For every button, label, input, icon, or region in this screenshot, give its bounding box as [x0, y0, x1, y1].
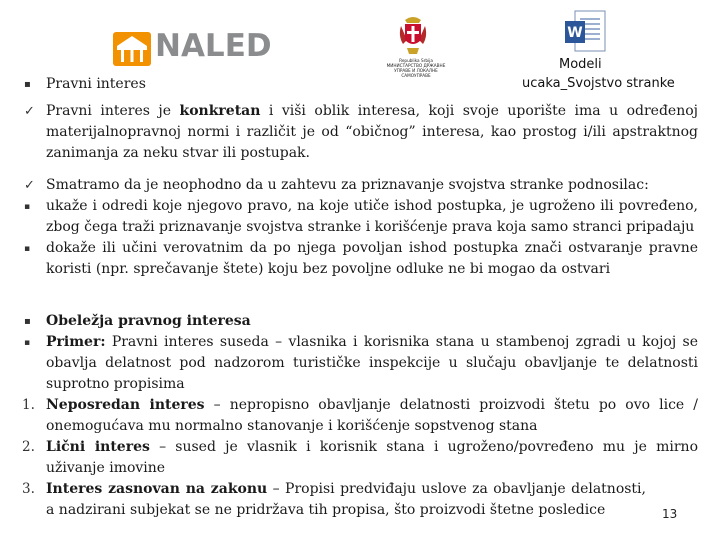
numbered-item-text: Interes zasnovan na zakonu – Propisi predviđaju uslove za obavljanje delatnosti, a nadzirani subjekat se ne pridržava tih propisa, što proizvodi štetne posledice [46, 481, 646, 518]
zahtev-section [24, 175, 698, 280]
list-item [24, 238, 698, 280]
item-number: 3. [22, 481, 35, 497]
svg-text:W: W [567, 25, 583, 41]
item-number: 2. [22, 439, 35, 455]
heading-text: Obeležja pravnog interesa [46, 313, 251, 329]
konkretan-emphasis: konkretan [179, 103, 261, 119]
item-term: Neposredan interes [46, 397, 205, 413]
definition-text: Pravni interes je konkretan i viši oblik interesa, koji svoje uporište ima u određenoj materijalnopravnoj normi i različit je od “običnog” interesa, kao prostog i/ili apstraktnog zanimanja za neku stvar ili postupak. [46, 103, 699, 161]
modeli-label[interactable]: Modeli [559, 57, 602, 72]
pravni-interes-section [24, 74, 698, 95]
dot-bullet-icon: ▪ [24, 244, 31, 254]
naled-logo [113, 30, 273, 70]
definition-paragraph [24, 101, 698, 164]
square-bullet-icon: ▪ [24, 79, 31, 90]
list-item-text: dokaže ili učini verovatnim da po njega povoljan ishod postupka znači ostvaranje pravne koristi (npr. sprečavanje štete) koju bez povoljne odluke ne bi mogao da ostvari [46, 240, 698, 277]
dot-bullet-icon: ▪ [24, 338, 31, 348]
ministry-caption: Republika Srbija МИНИСТАРСТВО ДРЖАВНЕ УПРАВЕ И ЛОКАЛНЕ САМОУПРАВЕ [386, 58, 446, 78]
word-document-icon[interactable] [563, 9, 607, 55]
section-heading [24, 311, 698, 332]
example-label: Primer: [46, 334, 106, 350]
heading-text: Pravni interes [46, 76, 146, 92]
checkmark-icon: ✓ [24, 178, 35, 193]
checkmark-item [24, 175, 698, 196]
numbered-item-text: Neposredan interes – nepropisno obavljanje delatnosti proizvodi štetu po ovo lice / onemogućava mu normalno stanovanje i korišćenje sopstvenog stana [46, 397, 699, 434]
square-bullet-icon: ▪ [24, 316, 31, 327]
numbered-item [24, 395, 698, 437]
serbia-coat-of-arms-icon [397, 14, 429, 56]
item-term: Lični interes [46, 439, 150, 455]
naled-logo-mark-icon [113, 32, 151, 66]
example-text: Primer: Pravni interes suseda – vlasnika i korisnika stana u stambenoj zgradi u kojoj se obavlja delatnost pod nadzorom turističke inspekcije u slučaju obavljanje te delatnosti suprotno propisima [46, 334, 698, 392]
list-item [24, 196, 698, 238]
naled-logo-text: NALED [155, 28, 272, 64]
list-item [24, 332, 698, 395]
numbered-item-text: Lični interes – sused je vlasnik i korisnik stana i ugroženo/povređeno mu je mirno uživanje imovine [46, 439, 698, 476]
page-number: 13 [662, 507, 678, 521]
list-item-text: ukaže i odredi koje njegovo pravo, na koje utiče ishod postupka, je ugroženo ili povređeno, zbog čega traži priznavanje svojstva stranke i korišćenje prava koja samo stranci pripadaju [46, 198, 698, 235]
checkmark-item [24, 101, 698, 164]
numbered-item [24, 437, 698, 479]
zahtev-intro: Smatramo da je neophodno da u zahtevu za priznavanje svojstva stranke podnosilac: [46, 177, 649, 193]
modeli-filename[interactable]: ucaka_Svojstvo stranke [522, 76, 675, 91]
item-number: 1. [22, 397, 35, 413]
item-term: Interes zasnovan na zakonu [46, 481, 268, 497]
obelezja-section [24, 311, 698, 521]
section-heading [24, 74, 698, 95]
checkmark-icon: ✓ [24, 104, 35, 119]
numbered-item [24, 479, 698, 521]
dot-bullet-icon: ▪ [24, 202, 31, 212]
